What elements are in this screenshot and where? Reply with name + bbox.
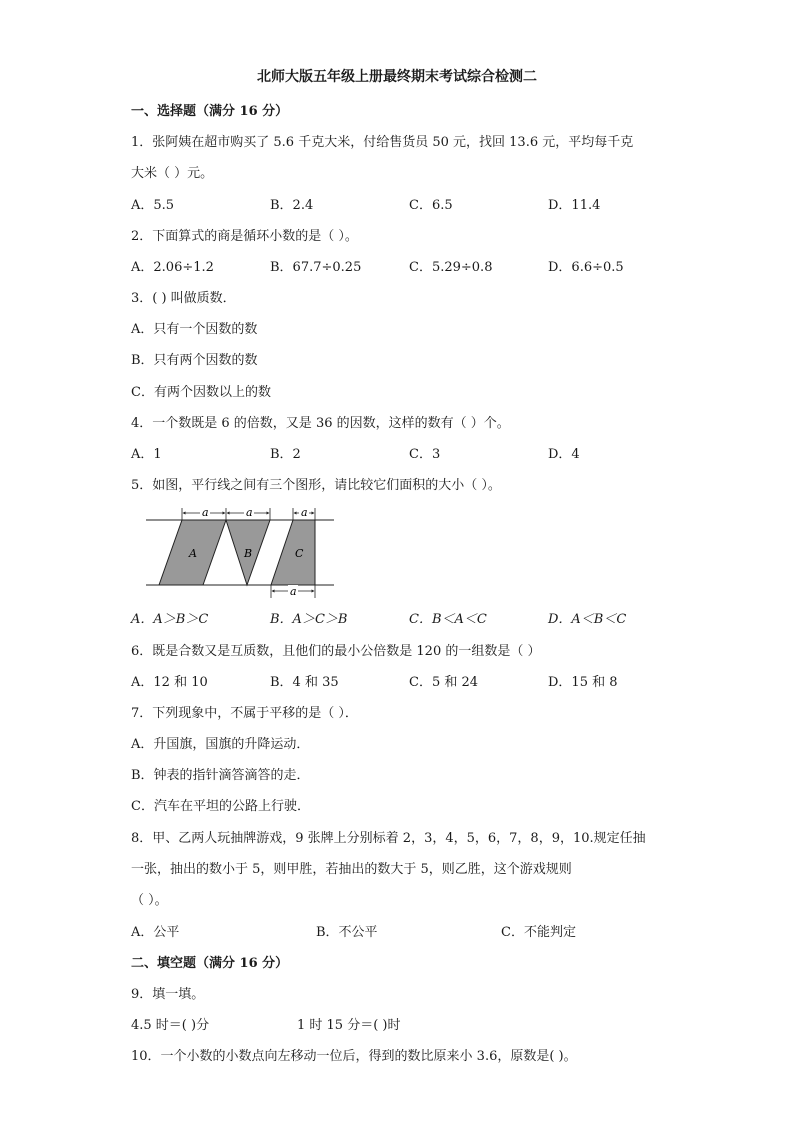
q5-option-b: B．A＞C＞B: [270, 612, 348, 627]
question-1-text-cont: 大米（ ）元。: [131, 166, 214, 181]
q4-option-c: C．3: [409, 447, 441, 462]
q1-option-a: A．5.5: [131, 198, 175, 213]
parallel-lines-diagram: [140, 502, 340, 602]
q2-option-c: C．5.29÷0.8: [409, 260, 493, 275]
q6-option-b: B．4 和 35: [270, 675, 339, 690]
section-heading-fill: 二、填空题（满分 16 分）: [131, 956, 289, 971]
question-8-text-cont2: （ ）。: [131, 893, 168, 908]
q5-option-c: C．B＜A＜C: [409, 612, 487, 627]
q1-option-b: B．2.4: [270, 198, 314, 213]
question-2-text: 2．下面算式的商是循环小数的是（ ）。: [131, 229, 358, 244]
question-5-text: 5．如图，平行线之间有三个图形，请比较它们面积的大小（ ）。: [131, 478, 501, 493]
q8-option-b: B．不公平: [316, 925, 378, 940]
question-4-text: 4．一个数既是 6 的倍数，又是 36 的因数，这样的数有（ ）个。: [131, 416, 510, 431]
q6-option-d: D．15 和 8: [548, 675, 618, 690]
label-shape-b: B: [244, 547, 253, 560]
question-7-text: 7．下列现象中，不属于平移的是（ ）．: [131, 706, 358, 721]
q6-option-a: A．12 和 10: [131, 675, 208, 690]
q9-blank-2: 1 时 15 分＝( )时: [297, 1018, 401, 1033]
q2-option-b: B．67.7÷0.25: [270, 260, 362, 275]
q1-option-c: C．6.5: [409, 198, 453, 213]
section-heading-choice: 一、选择题（满分 16 分）: [131, 104, 289, 119]
q7-option-b: B．钟表的指针滴答滴答的走．: [131, 768, 310, 783]
question-8-text-cont: 一张，抽出的数小于 5，则甲胜，若抽出的数大于 5，则乙胜，这个游戏规则: [131, 862, 572, 877]
q8-option-a: A．公平: [131, 925, 180, 940]
label-a-top2: a: [246, 506, 253, 519]
q5-option-a: A．A＞B＞C: [131, 612, 209, 627]
label-shape-c: C: [295, 547, 304, 560]
label-a-top3: a: [301, 506, 308, 519]
q1-option-d: D．11.4: [548, 198, 601, 213]
parallel-lines-figure: [140, 502, 340, 606]
question-3-text: 3．( ) 叫做质数．: [131, 291, 236, 306]
q3-option-a: A．只有一个因数的数: [131, 322, 258, 337]
q8-option-c: C．不能判定: [501, 925, 576, 940]
q7-option-a: A．升国旗，国旗的升降运动．: [131, 737, 310, 752]
question-10-text: 10．一个小数的小数点向左移动一位后，得到的数比原来小 3.6，原数是( )。: [131, 1049, 577, 1064]
q2-option-d: D．6.6÷0.5: [548, 260, 624, 275]
q4-option-a: A．1: [131, 447, 162, 462]
q4-option-d: D．4: [548, 447, 580, 462]
question-9-text: 9．填一填。: [131, 987, 205, 1002]
q5-option-d: D．A＜B＜C: [548, 612, 627, 627]
q3-option-b: B．只有两个因数的数: [131, 353, 258, 368]
q2-option-a: A．2.06÷1.2: [131, 260, 214, 275]
question-8-text: 8．甲、乙两人玩抽牌游戏，9 张牌上分别标着 2，3，4，5，6，7，8，9，10.规定任抽: [131, 831, 646, 846]
q9-blank-1: 4.5 时＝( )分: [131, 1018, 210, 1033]
label-a-bottom: a: [290, 585, 297, 598]
q4-option-b: B．2: [270, 447, 301, 462]
page-title: 北师大版五年级上册最终期末考试综合检测二: [257, 69, 537, 85]
q6-option-c: C．5 和 24: [409, 675, 479, 690]
question-6-text: 6．既是合数又是互质数，且他们的最小公倍数是 120 的一组数是（ ）: [131, 644, 541, 659]
label-shape-a: A: [189, 547, 197, 560]
q3-option-c: C．有两个因数以上的数: [131, 385, 271, 400]
question-1-text: 1．张阿姨在超市购买了 5.6 千克大米，付给售货员 50 元，找回 13.6 元，平均每千克: [131, 135, 634, 150]
label-a-top1: a: [202, 506, 209, 519]
shape-c-trapezoid: [271, 520, 315, 585]
q7-option-c: C．汽车在平坦的公路上行驶．: [131, 799, 310, 814]
